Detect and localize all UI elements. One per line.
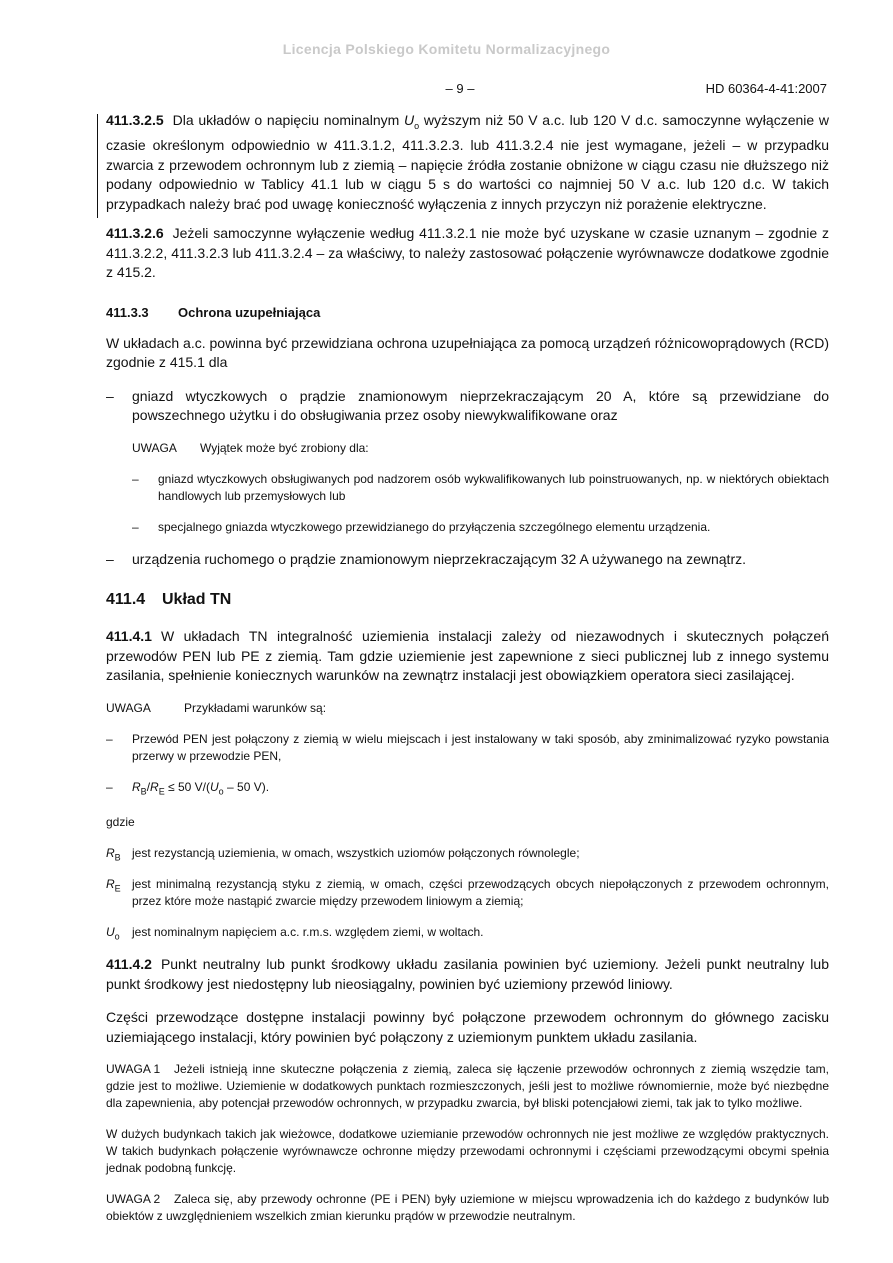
note-2: UWAGA 2 Zaleca się, aby przewody ochronne (PE i PEN) były uziemione w miejscu wprowadzenia ich do każdego z budynków lub obiektów z uwzględnieniem wszelkich zmian kierunku prądów w przewodzie neutralnym. [106,1192,829,1224]
heading-411-4: 411.4 Układ TN [106,591,232,609]
where-label: gdzie [106,815,135,830]
list-item: – urządzenia ruchomego o prądzie znamionowym nieprzekraczającym 32 A używanego na zewnątrz. [106,550,746,567]
clause-411-4-2-para2: Części przewodzące dostępne instalacji powinny być połączone przewodem ochronnym do głównego zacisku uziemiającego instalacji, który powinien być połączony z uziemionym punktem układu zasilania. [106,1009,829,1045]
clause-411-3-3-intro: W układach a.c. powinna być przewidziana ochrona uzupełniająca za pomocą urządzeń różnicowoprądowych (RCD) zgodnie z 415.1 dla [106,334,829,371]
note-1: UWAGA 1 Jeżeli istnieją inne skuteczne połączenia z ziemią, zaleca się łączenie przewodów ochronnych z ziemią wszędzie tam, gdzie jest to możliwe. Uziemienie w dodatkowych punktach rozmieszczonych, jeśli jest to możliwe równomiernie, może być niezbędne dla zapewnienia, aby potencjał przewodów ochronnych, w przypadku zwarcia, był bliski potencjałowi ziemi, tak jak to tylko możliwe. [106,1062,829,1111]
variable-definition: $R_E$ jest minimalną rezystancją styku z ziemią, w omach, części przewodzących obcych niepołączonych z przewodem ochronnym, przez które może nastąpić zwarcie między przewodem liniowym a ziemią; [106,877,829,909]
license-watermark: Licencja Polskiego Komitetu Normalizacyjnego [282,41,611,57]
main-content [106,111,829,1225]
clause-411-4-2: 411.4.2 Punkt neutralny lub punkt środkowy układu zasilania powinien być uziemiony. Jeżeli punkt neutralny lub punkt środkowy jest niedostępny lub nieosiągalny, powinien być uziemiony przewód liniowy. [106,956,829,992]
heading-411-3-3: 411.3.3 Ochrona uzupełniająca [106,304,321,320]
note-1-paragraph: W dużych budynkach takich jak wieżowce, dodatkowe uziemianie przewodów ochronnych nie jest możliwe ze względów praktycznych. W takich budynkach połączenie wyrównawcze ochronne między przewodami ochronnymi i częściami przewodzącymi obcymi spełnia jednak podobną funkcję. [106,1127,829,1176]
sub-list-item: – specjalnego gniazda wtyczkowego przewidzianego do przyłączenia szczególnego elementu urządzenia. [132,519,711,534]
note: UWAGA Wyjątek może być zrobiony dla: [132,440,369,455]
clause-411-4-1: 411.4.1 W układach TN integralność uziemienia instalacji zależy od niezawodnych i skutecznych połączeń przewodów PEN lub PE z ziemią. Tam gdzie uziemienie jest zapewnione z sieci publicznej lub z innego systemu zasilania, spełnienie koniecznych warunków na zewnątrz instalacji jest obowiązkiem operatora sieci zasilającej. [106,628,829,684]
document-id: HD 60364-4-41:2007 [705,81,827,96]
variable-definition: $R_B$ jest rezystancją uziemienia, w omach, wszystkich uziomów połączonych równolegle; [106,846,580,863]
sub-list-item: – gniazd wtyczkowych obsługiwanych pod nadzorem osób wykwalifikowanych lub poinstruowanych, np. w niektórych obiektach handlowych lub przemysłowych lub [132,471,829,503]
change-bar [97,114,98,218]
variable-definition: $U_o$ jest nominalnym napięciem a.c. r.m.s. względem ziemi, w woltach. [106,925,484,942]
formula-item: – $R_B/R_E \le 50$ $V/(U_o - 50$ V). [106,779,270,797]
clause-411-3-2-5: 411.3.2.5 Dla układów o napięciu nominalnym $U_o$ wyższym niż 50 V a.c. lub 120 V d.c. samoczynne wyłączenie w czasie określonym odpowiednio w 411.3.1.2, 411.3.2.3. lub 411.3.2.4 nie jest wymagane, jeżeli – w przypadku zwarcia z przewodem ochronnym lub z ziemią – napięcie źródła zostanie obniżone w ciągu czasu nie dłuższego niż podany odpowiednio w Tablicy 41.1 lub w ciągu 5 s do wartości co najmniej 50 V a.c. lub 120 d.c. W takich przypadkach należy brać pod uwagę konieczność wyłączenia z innych przyczyn niż porażenie elektryczne. [106,112,829,212]
page-number: – 9 – [445,81,475,96]
list-item: – gniazd wtyczkowych o prądzie znamionowym nieprzekraczającym 20 A, które są przewidziane do powszechnego użytku i do obsługiwania przez osoby niewykwalifikowane oraz [106,387,829,424]
note: UWAGA Przykładami warunków są: [106,700,327,715]
clause-411-3-2-6: 411.3.2.6 Jeżeli samoczynne wyłączenie według 411.3.2.1 nie może być uzyskane w czasie uznanym – zgodnie z 411.3.2.2, 411.3.2.3 lub 411.3.2.4 – za właściwy, to należy zastosować połączenie wyrównawcze dodatkowe zgodnie z 415.2. [106,225,829,281]
list-item: – Przewód PEN jest połączony z ziemią w wielu miejscach i jest instalowany w taki sposób, aby zminimalizować ryzyko powstania przerwy w przewodzie PEN, [106,731,829,763]
